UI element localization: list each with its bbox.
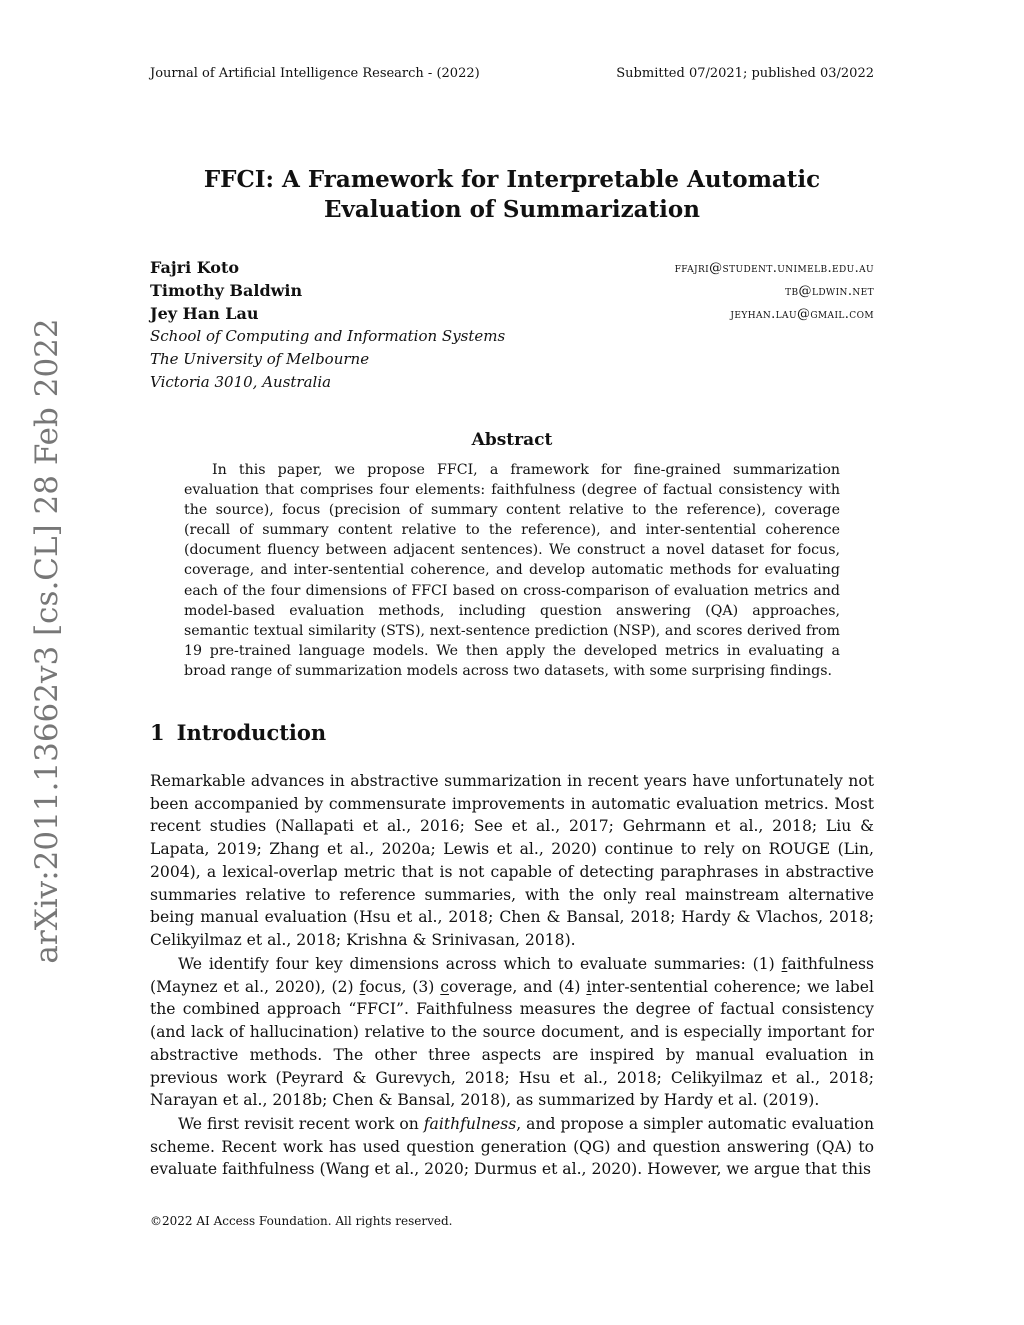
title-line-1: FFCI: A Framework for Interpretable Automatic [203, 166, 821, 193]
section-heading [150, 720, 326, 745]
body-paragraph: Remarkable advances in abstractive summarization in recent years have unfortunately not been accompanied by commensurate improvements in automatic evaluation metrics. Most recent studies (Nallapati et al., 2016; See et al., 2017; Gehrmann et al., 2018; Liu & Lapata, 2019; Zhang et al., 2020a; Lewis et al., 2020) continue to rely on ROUGE (Lin, 2004), a lexical-overlap metric that is not capable of detecting paraphrases in abstractive summaries relative to reference summaries, with the only real mainstream alternative being manual evaluation (Hsu et al., 2018; Chen & Bansal, 2018; Hardy & Vlachos, 2018; Celikyilmaz et al., 2018; Krishna & Srinivasan, 2018). [150, 772, 874, 949]
author-email[interactable]: tb@ldwin.net [785, 284, 874, 299]
author-name: Timothy Baldwin [150, 281, 303, 300]
journal-header: Journal of Artificial Intelligence Research - (2022) [150, 66, 480, 81]
section-title: Introduction [176, 720, 327, 745]
arxiv-identifier: arXiv:2011.13662v3 [cs.CL] 28 Feb 2022 [29, 318, 65, 964]
affiliation-line: The University of Melbourne [150, 350, 370, 368]
author-name: Fajri Koto [150, 258, 240, 277]
title-line-2: Evaluation of Summarization [324, 196, 700, 223]
section-number: 1 [150, 720, 165, 745]
body-paragraph: We first revisit recent work on faithfulness, and propose a simpler automatic evaluation scheme. Recent work has used question generation (QG) and question answering (QA) to evaluate faithfulness (Wang et al., 2020; Durmus et al., 2020). However, we argue that this [150, 1115, 874, 1179]
author-email[interactable]: jeyhan.lau@gmail.com [730, 307, 874, 322]
abstract-text: In this paper, we propose FFCI, a framework for fine-grained summarization evaluation that comprises four elements: faithfulness (degree of factual consistency with the source), focus (precision of summary content relative to the reference), coverage (recall of summary content relative to the reference), and inter-sentential coherence (document fluency between adjacent sentences). We construct a novel dataset for focus, coverage, and inter-sentential coherence, and develop automatic methods for evaluating each of the four dimensions of FFCI based on cross-comparison of evaluation metrics and model-based evaluation methods, including question answering (QA) approaches, semantic textual similarity (STS), next-sentence prediction (NSP), and scores derived from 19 pre-trained language models. We then apply the developed metrics in evaluating a broad range of summarization models across two datasets, with some surprising findings. [184, 462, 840, 679]
author-email[interactable]: ffajri@student.unimelb.edu.au [674, 261, 874, 276]
submission-dates: Submitted 07/2021; published 03/2022 [616, 66, 874, 81]
affiliation-line: Victoria 3010, Australia [150, 373, 332, 391]
body-paragraph: We identify four key dimensions across which to evaluate summaries: (1) faithfulness (Maynez et al., 2020), (2) focus, (3) coverage, and (4) inter-sentential coherence; we label the combined approach “FFCI”. Faithfulness measures the degree of factual consistency (and lack of hallucination) relative to the source document, and is especially important for abstractive methods. The other three aspects are inspired by manual evaluation in previous work (Peyrard & Gurevych, 2018; Hsu et al., 2018; Celikyilmaz et al., 2018; Narayan et al., 2018b; Chen & Bansal, 2018), as summarized by Hardy et al. (2019). [150, 955, 874, 1110]
affiliation-line: School of Computing and Information Systems [150, 327, 506, 345]
copyright-footer: ©2022 AI Access Foundation. All rights reserved. [150, 1214, 453, 1228]
author-name: Jey Han Lau [150, 304, 259, 323]
paper-title [150, 165, 874, 225]
abstract-heading: Abstract [471, 430, 553, 450]
